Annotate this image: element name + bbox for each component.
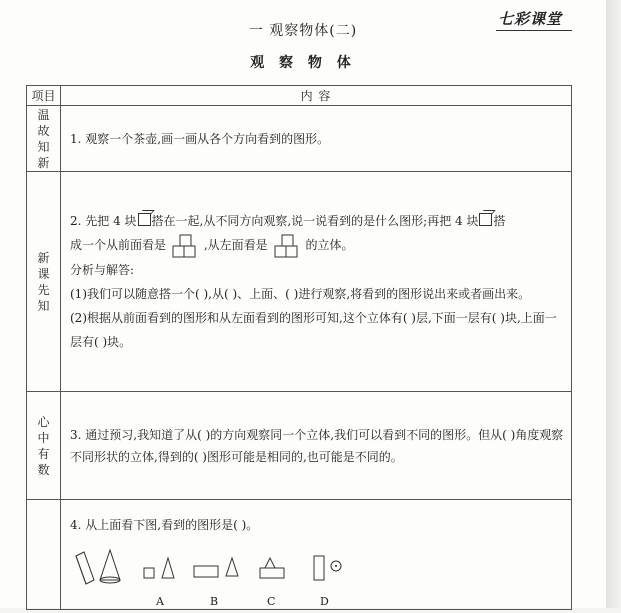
label-char: 中 bbox=[37, 430, 50, 445]
label-char: 知 bbox=[37, 298, 50, 313]
q2-line-1: 2. 先把 4 块 搭在一起,从不同方向观察,说一说看到的是什么图形;再把 4 块 搭 bbox=[70, 214, 506, 229]
left-view-figure-icon bbox=[274, 234, 304, 258]
label-char: 故 bbox=[37, 123, 50, 138]
chapter-title: 一 观察物体(二) bbox=[248, 23, 358, 39]
cuboid-icon bbox=[76, 552, 94, 584]
question-2 bbox=[61, 172, 572, 392]
cube-icon bbox=[138, 213, 151, 226]
q2-line-2: 成一个从前面看是 ,从左面看是 的立体。 bbox=[70, 233, 565, 258]
option-a-label: A bbox=[156, 595, 164, 608]
row-label-review bbox=[27, 106, 61, 172]
brand-underline bbox=[496, 30, 572, 31]
option-b-label: B bbox=[210, 595, 219, 608]
q4-figures bbox=[70, 542, 565, 608]
section-title: 观 察 物 体 bbox=[250, 55, 356, 71]
option-labels bbox=[70, 591, 565, 608]
table-row bbox=[27, 500, 572, 610]
table-row bbox=[27, 172, 572, 392]
question-4 bbox=[61, 500, 572, 610]
label-char: 新 bbox=[37, 155, 50, 170]
row-label-practice bbox=[27, 500, 61, 610]
answer-options-figure bbox=[70, 542, 600, 592]
table-row bbox=[27, 106, 572, 172]
cube-icon bbox=[479, 213, 492, 226]
label-char: 数 bbox=[37, 462, 50, 477]
brand-logo: 七彩课堂 bbox=[498, 10, 563, 28]
label-char: 温 bbox=[37, 107, 50, 122]
page-edge-shadow bbox=[606, 0, 621, 608]
question-1: 1. 观察一个茶壶,画一画从各个方向看到的图形。 bbox=[61, 106, 572, 172]
question-3: 3. 通过预习,我知道了从( )的方向观察同一个立体,我们可以看到不同的图形。但从( )角度观察不同形状的立体,得到的( )图形可能是相同的,也可能是不同的。 bbox=[61, 392, 572, 500]
cone-icon bbox=[100, 550, 120, 583]
label-char: 心 bbox=[37, 414, 50, 429]
table-header-row bbox=[27, 86, 572, 106]
row-label-summary bbox=[27, 392, 61, 500]
front-view-figure-icon bbox=[172, 234, 202, 258]
analysis-heading: 分析与解答: bbox=[70, 262, 135, 277]
label-char: 先 bbox=[37, 282, 50, 297]
option-d-label: D bbox=[320, 595, 329, 608]
label-char: 课 bbox=[37, 266, 50, 281]
answer-1: (1)我们可以随意搭一个( ),从( )、上面、( )进行观察,将看到的图形说出来或者画出来。 bbox=[70, 286, 531, 301]
q4-text: 4. 从上面看下图,看到的图形是( )。 bbox=[70, 518, 259, 532]
row-label-preview bbox=[27, 172, 61, 392]
answer-2: (2)根据从前面看到的图形和从左面看到的图形可知,这个立体有( )层,下面一层有( )块,上面一层有( )块。 bbox=[70, 310, 557, 349]
label-char: 新 bbox=[37, 250, 50, 265]
table-row bbox=[27, 392, 572, 500]
label-char: 有 bbox=[37, 446, 50, 461]
option-c-label: C bbox=[267, 595, 276, 608]
worksheet-table bbox=[26, 85, 572, 610]
header-content-cell: 内 容 bbox=[61, 86, 572, 106]
header-item-cell: 项目 bbox=[27, 86, 61, 106]
label-char: 知 bbox=[37, 139, 50, 154]
